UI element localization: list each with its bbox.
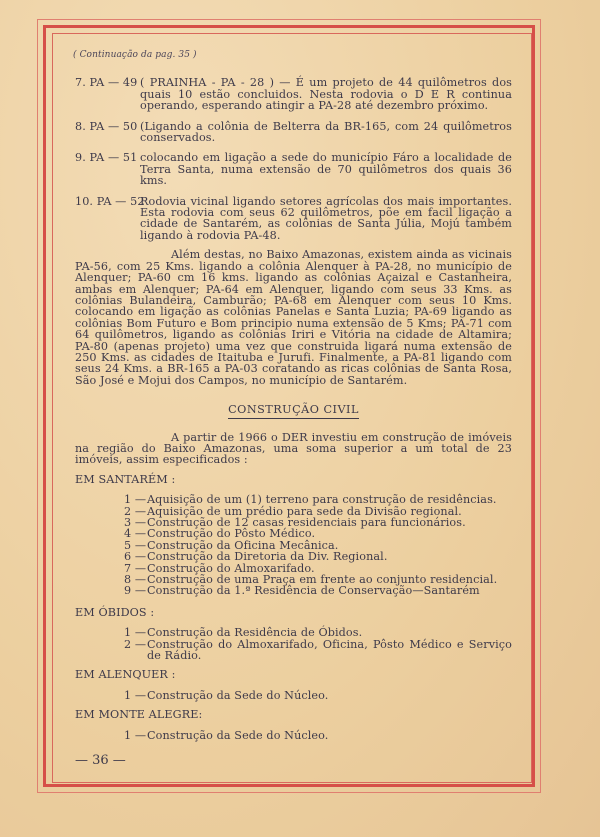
road-item [75,196,512,242]
list-item: 9 — Construção da 1.ª Residência de Conservação—Santarém [124,584,480,598]
vicinais-paragraph: Além destas, no Baixo Amazonas, existem ainda as vicinais PA-56, com 25 Kms. ligando a colônia Alenquer à PA-28, no município de Alenquer; PA-60 cm 16 kms. ligando as colônias Açaizal e Castanheira, ambas em Alenquer; PA-64 em Alenquer, ligando com seus 33 Kms. as colônias Bulandeira, Camburão; PA-68 em Alenquer com seus 10 Kms. colocando em ligação as colônias Panelas e Santa Luzia; PA-69 ligando as colônias Bom Futuro e Bom principio numa extensão de 5 Kms; PA-71 com 64 quilômetros, ligando as colônias Iriri e Vitória na cidade de Altamira; PA-80 (apenas projeto) uma vez que construida ligará numa extensão de 250 Kms. as cidades de Itaituba e Jurufi. Finalmente, a PA-81 ligando com seus 24 Kms. a BR-165 a PA-03 coratando as ricas colônias de Santa Rosa, São José e Mojui dos Campos, no município de Santarém. [75,248,512,387]
road-item [75,77,512,111]
road-text: ( PRAINHA - PA - 28 ) — É um projeto de 44 quilômetros dos quais 10 estão concluidos. Nesta rodovia o D E R continua operando, esperando atingir a PA-28 até dezembro próximo. [140,76,512,113]
group-label-monte-alegre: EM MONTE ALEGRE: [75,708,203,722]
group-label-santarem: EM SANTARÉM : [75,472,176,486]
section-heading-text: CONSTRUÇÃO CIVIL [228,403,359,419]
road-number: 8. PA — 50 [75,119,138,133]
group-label-alenquer: EM ALENQUER : [75,668,176,682]
page-content [75,50,512,741]
list-item: 5 — Construção da Oficina Mecânica. [124,538,339,552]
road-number: 7. PA — 49 [75,76,138,90]
section-heading [75,404,512,415]
list-item: 8 — Construção de uma Praça em frente ao conjunto residencial. [124,573,498,587]
group-label-obidos: EM ÓBIDOS : [75,605,155,619]
road-item [75,152,512,186]
road-number: 9. PA — 51 [75,151,138,165]
list-item: 1 — Construção da Sede do Núcleo. [124,688,329,702]
list-item: 1 — Construção da Sede do Núcleo. [124,728,329,742]
page-number: — 36 — [75,753,126,768]
list-item: 1 — Aquisição de um (1) terreno para construção de residências. [124,493,497,507]
group-list-monte-alegre [124,730,512,741]
list-item: 2 — Aquisição de um prédio para sede da Divisão regional. [124,504,462,518]
road-text: Rodovia vicinal ligando setores agrícolas dos mais importantes. Esta rodovia com seus 62 quilômetros, põe em facil ligação a cidade de Santarém, as colônias de Santa Júlia, Mojú também ligando à rodovia PA-48. [140,194,512,242]
list-item: 6 — Construção da Diretoria da Div. Regional. [124,550,388,564]
group-list-obidos [124,627,512,661]
road-item [75,121,512,144]
list-item: 4 — Construção do Pôsto Médico. [124,527,316,541]
group-list-alenquer [124,690,512,701]
continuation-note: ( Continuação da pag. 35 ) [73,50,197,60]
list-item: 3 — Construção de 12 casas residenciais para funcionários. [124,516,466,529]
road-text: colocando em ligação a sede do município Fáro a localidade de Terra Santa, numa extensão de 70 quilômetros dos quais 36 kms. [140,151,512,188]
group-list-santarem [124,494,512,597]
road-text: (Ligando a colônia de Belterra da BR-165, com 24 quilômetros conservados. [140,119,512,145]
list-item: 1 — Construção da Residência de Óbidos. [124,626,363,640]
list-item: 2 — Construção do Almoxarifado, Oficina, Pôsto Médico e Serviço de Rádio. [124,637,512,663]
list-item: 7 — Construção do Almoxarifado. [124,561,315,575]
road-number: 10. PA — 52 [75,194,145,208]
intro-paragraph: A partir de 1966 o DER investiu em construção de imóveis na região do Baixo Amazonas, uma soma superior a um total de 23 imóveis, assim especificados : [75,430,512,467]
